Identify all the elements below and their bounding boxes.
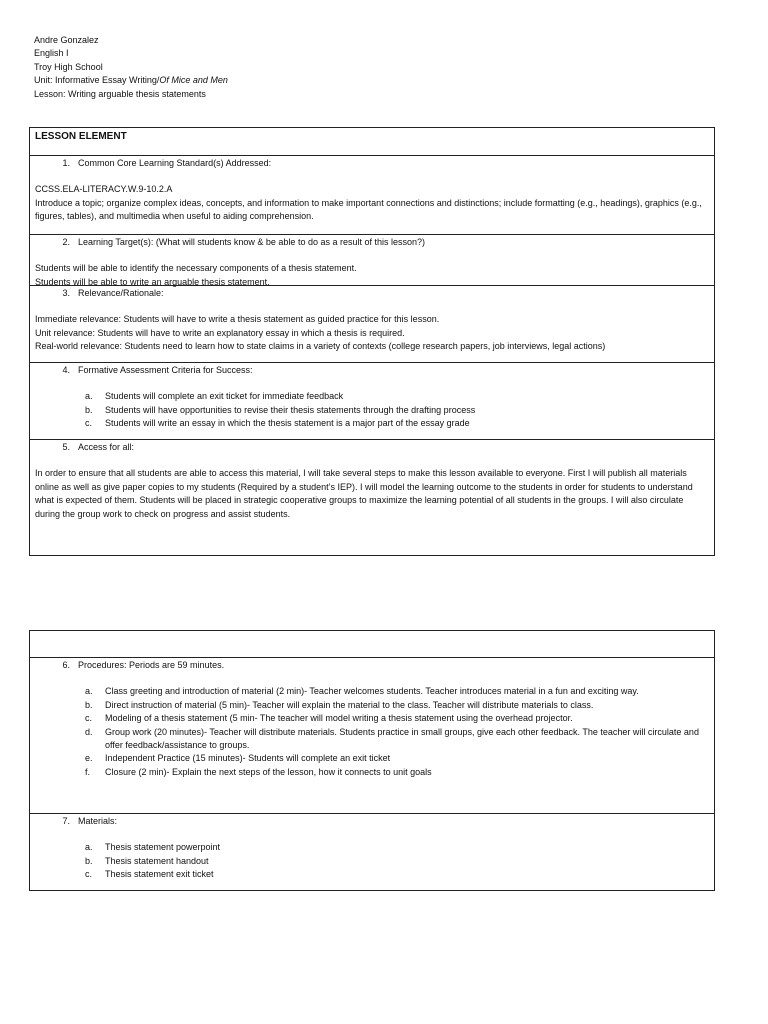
list-text: Thesis statement exit ticket [105,869,214,880]
section-relevance [30,285,714,362]
section-number: 2. [62,237,70,247]
section-heading-text: Common Core Learning Standard(s) Addressed: [78,158,272,168]
course-name: English I [34,48,69,59]
document-header [34,34,734,101]
section-number: 5. [62,442,70,452]
section-procedures [30,657,714,813]
section-materials [30,813,714,890]
list-letter: f. [85,766,91,777]
list-item [35,390,708,403]
relevance-line: Real-world relevance: Students need to learn how to state claims in a variety of contexts (college research papers, job interviews, legal actions) [35,341,606,352]
list-item [35,855,708,868]
section-heading [35,235,708,249]
list-item [35,752,708,765]
list-text: Group work (20 minutes)- Teacher will distribute materials. Students practice in small groups, give each other feedback. The teacher will circulate and offer feedback/assistance to groups. [105,726,699,751]
relevance-line: Immediate relevance: Students will have to write a thesis statement as guided practice for this lesson. [35,314,440,325]
list-text: Class greeting and introduction of material (2 min)- Teacher welcomes students. Teacher introduces material in a fun and exciting way. [105,686,639,697]
section-number: 6. [62,660,70,670]
list-item [35,766,708,779]
section-number: 4. [62,365,70,375]
section-number: 7. [62,816,70,826]
list-letter: b. [85,699,93,710]
standard-text: Introduce a topic; organize complex ideas, concepts, and information to make important connections and distinctions; include formatting (e.g., headings), graphics (e.g., figures, tables), and multimedia when useful to aiding comprehension. [35,197,702,222]
lesson-element-table [29,127,715,556]
unit-prefix: Unit: Informative Essay Writing/ [34,75,160,86]
list-item [35,699,708,712]
section-heading [35,286,708,300]
list-text: Thesis statement powerpoint [105,842,221,853]
unit-book-title: Of Mice and Men [159,75,228,86]
section-heading-text: Learning Target(s): (What will students know & be able to do as a result of this lesson?) [78,237,426,247]
empty-header-cell [30,631,714,657]
lesson-element-title-cell [30,128,714,155]
lesson-element-title: LESSON ELEMENT [35,131,127,142]
list-text: Thesis statement handout [105,855,209,866]
list-letter: c. [85,869,93,880]
section-access-for-all [30,439,714,556]
list-letter: b. [85,404,93,415]
section-standards [30,155,714,234]
section-heading [35,440,708,454]
section-heading [35,814,708,828]
section-heading-text: Access for all: [78,442,135,452]
list-letter: a. [85,686,93,697]
list-text: Independent Practice (15 minutes)- Students will complete an exit ticket [105,753,391,764]
list-text: Students will write an essay in which the thesis statement is a major part of the essay grade [105,418,470,429]
section-heading [35,658,708,672]
list-letter: c. [85,713,93,724]
list-text: Closure (2 min)- Explain the next steps of the lesson, how it connects to unit goals [105,766,432,777]
procedures-table [29,630,715,891]
standard-code: CCSS.ELA-LITERACY.W.9-10.2.A [35,184,173,195]
target-line: Students will be able to identify the necessary components of a thesis statement. [35,263,357,274]
section-heading [35,156,708,170]
list-letter: d. [85,726,93,737]
section-learning-targets [30,234,714,285]
list-letter: a. [85,391,93,402]
section-heading-text: Formative Assessment Criteria for Success: [78,365,253,375]
list-letter: e. [85,753,93,764]
list-letter: b. [85,855,93,866]
section-heading-text: Materials: [78,816,118,826]
section-heading-text: Relevance/Rationale: [78,288,164,298]
section-heading [35,363,708,377]
school-name: Troy High School [34,61,103,72]
list-item [35,841,708,854]
lesson-line: Lesson: Writing arguable thesis statements [34,88,206,99]
target-line: Students will be able to write an arguable thesis statement. [35,276,270,287]
list-text: Students will have opportunities to revise their thesis statements through the drafting process [105,404,476,415]
list-item [35,726,708,753]
list-item [35,685,708,698]
list-item [35,868,708,881]
unit-line [34,74,734,87]
section-number: 1. [62,158,70,168]
list-item [35,417,708,430]
access-paragraph: In order to ensure that all students are able to access this material, I will take several steps to make this lesson available to everyone. First I will publish all materials online as well as give paper copies to my students (Required by a student’s IEP). I will model the learning outcome to the students in order for students to understand what is expected of them. Students will be placed in strategic cooperative groups to maximize the learning potential of all students in the groups. I will also circulate during the group work to check on progress and assist students. [35,468,693,519]
list-letter: c. [85,418,93,429]
list-item [35,712,708,725]
section-number: 3. [62,288,70,298]
teacher-name: Andre Gonzalez [34,35,99,45]
list-text: Modeling of a thesis statement (5 min- The teacher will model writing a thesis statement using the overhead projector. [105,713,573,724]
list-text: Direct instruction of material (5 min)- Teacher will explain the material to the class. Teacher will distribute materials to class. [105,699,594,710]
list-item [35,404,708,417]
section-formative-assessment [30,362,714,439]
list-text: Students will complete an exit ticket for immediate feedback [105,391,344,402]
list-letter: a. [85,842,93,853]
relevance-line: Unit relevance: Students will have to write an explanatory essay in which a thesis is required. [35,327,405,338]
section-heading-text: Procedures: Periods are 59 minutes. [78,660,225,670]
